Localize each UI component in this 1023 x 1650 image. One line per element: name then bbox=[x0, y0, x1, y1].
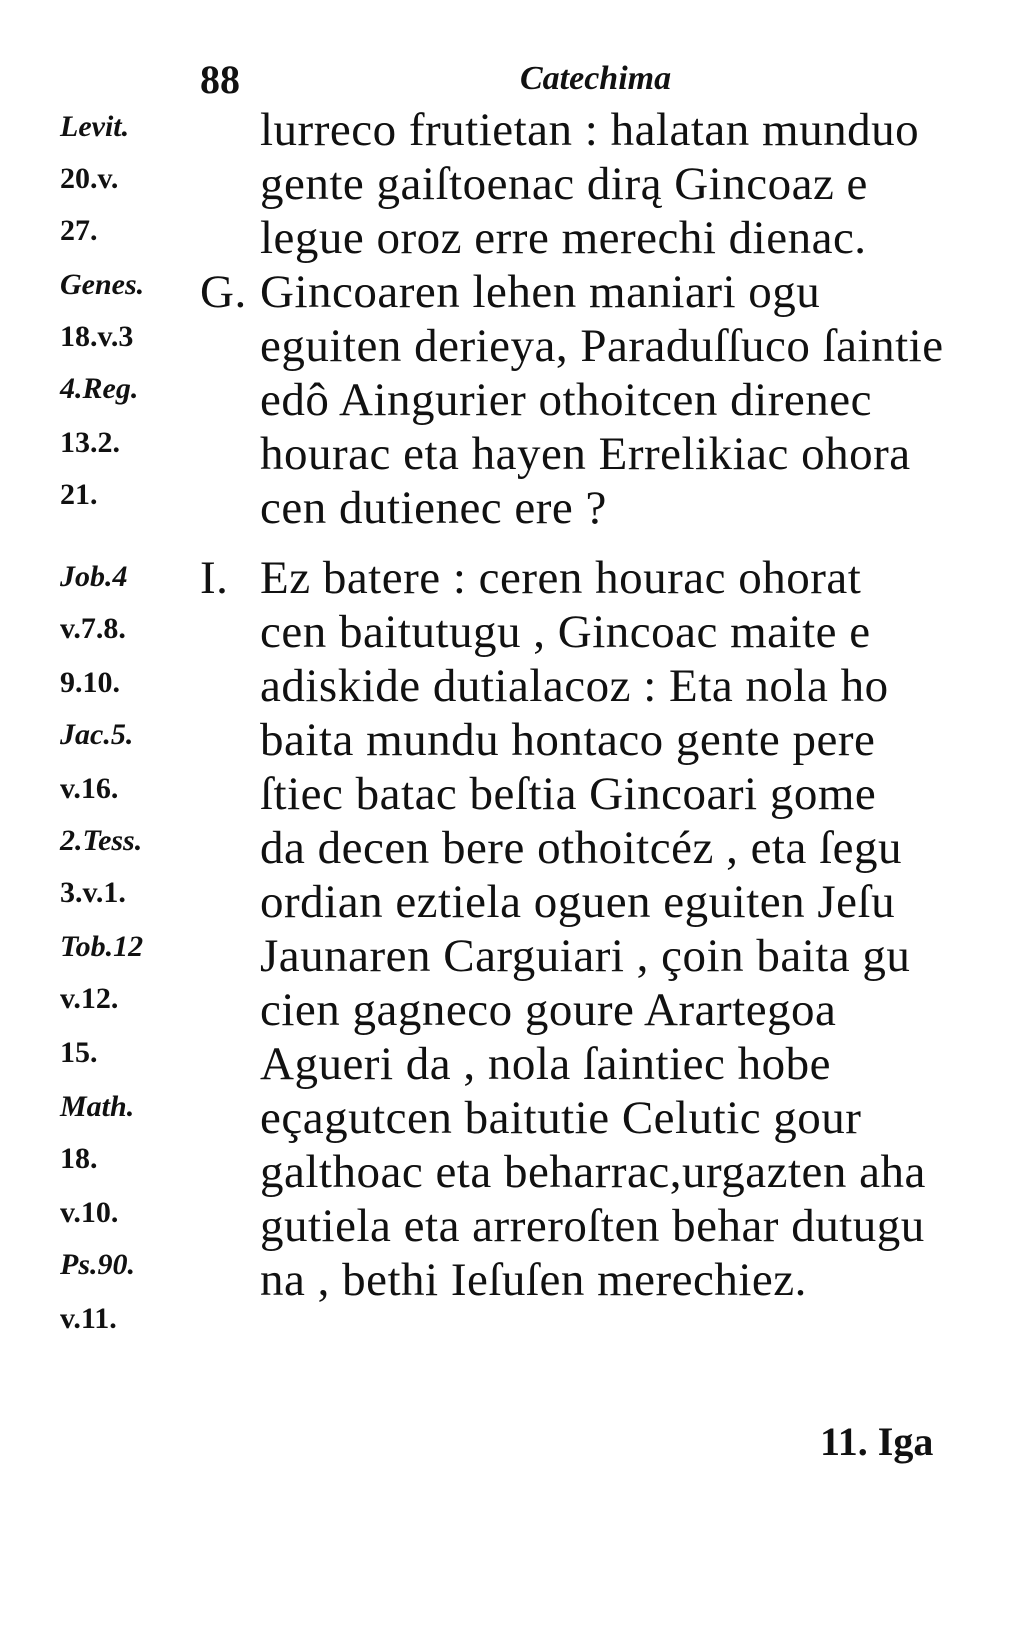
margin-note: 18.v.3 bbox=[60, 320, 134, 353]
question-first-line bbox=[200, 266, 820, 318]
running-head: Catechima bbox=[520, 60, 672, 97]
text-line: galthoac eta beharrac,urgazten aha bbox=[260, 1146, 926, 1198]
text-line: legue oroz erre merechi dienac. bbox=[260, 212, 867, 264]
text-line: lurreco frutietan : halatan munduo bbox=[260, 104, 920, 156]
margin-note: v.11. bbox=[60, 1302, 117, 1335]
margin-note: 3.v.1. bbox=[60, 876, 126, 909]
answer-marker: I. bbox=[200, 552, 229, 604]
text-line: edô Aingurier othoitcen direnec bbox=[260, 374, 872, 426]
margin-note: 27. bbox=[60, 214, 98, 247]
text-line: adiskide dutialacoz : Eta nola ho bbox=[260, 660, 889, 712]
margin-note: 13.2. bbox=[60, 426, 120, 459]
text-line: da decen bere othoitcéz , eta ſegu bbox=[260, 822, 903, 874]
text-line: Gincoaren lehen maniari ogu bbox=[260, 266, 821, 318]
text-line: na , bethi Ieſuſen merechiez. bbox=[260, 1254, 807, 1306]
text-line: eçagutcen baitutie Celutic gour bbox=[260, 1092, 862, 1144]
text-line: Agueri da , nola ſaintiec hobe bbox=[260, 1038, 831, 1090]
margin-note: Job.4 bbox=[60, 560, 128, 593]
answer-first-line bbox=[200, 552, 861, 604]
text-line: ſtiec batac beſtia Gincoari gome bbox=[260, 768, 877, 820]
body-text bbox=[200, 0, 960, 1650]
catchword: 11. Iga bbox=[820, 1419, 934, 1464]
margin-note: Jac.5. bbox=[60, 718, 134, 751]
margin-note: Levit. bbox=[60, 110, 130, 143]
text-line: gente gaiſtoenac dirą Gincoaz e bbox=[260, 158, 868, 210]
text-line: Ez batere : ceren hourac ohorat bbox=[260, 552, 862, 604]
question-marker: G. bbox=[200, 266, 247, 318]
text-line: baita mundu hontaco gente pere bbox=[260, 714, 876, 766]
margin-note: 4.Reg. bbox=[60, 372, 139, 405]
margin-note: 15. bbox=[60, 1036, 98, 1069]
margin-note: 9.10. bbox=[60, 666, 120, 699]
text-line: cien gagneco goure Arartegoa bbox=[260, 984, 837, 1036]
text-line: cen baitutugu , Gincoac maite e bbox=[260, 606, 871, 658]
margin-note: v.7.8. bbox=[60, 612, 126, 645]
page-number: 88 bbox=[200, 57, 240, 102]
margin-note: 21. bbox=[60, 478, 98, 511]
text-line: eguiten derieya, Paraduſſuco ſaintie bbox=[260, 320, 944, 372]
text-line: gutiela eta arreroſten behar dutugu bbox=[260, 1200, 925, 1252]
margin-note: v.10. bbox=[60, 1196, 119, 1229]
margin-note: Genes. bbox=[60, 268, 145, 301]
text-line: ordian eztiela oguen eguiten Jeſu bbox=[260, 876, 896, 928]
margin-note: Ps.90. bbox=[60, 1248, 135, 1281]
margin-note: 18. bbox=[60, 1142, 98, 1175]
text-line: Jaunaren Carguiari , çoin baita gu bbox=[260, 930, 911, 982]
text-line: cen dutienec ere ? bbox=[260, 482, 607, 534]
margin-note: v.12. bbox=[60, 982, 119, 1015]
margin-note: 2.Tess. bbox=[60, 824, 143, 857]
margin-note: 20.v. bbox=[60, 162, 119, 195]
margin-note: Math. bbox=[60, 1090, 135, 1123]
margin-note: v.16. bbox=[60, 772, 119, 805]
margin-note: Tob.12 bbox=[60, 930, 144, 963]
text-line: hourac eta hayen Errelikiac ohora bbox=[260, 428, 911, 480]
margin-column bbox=[60, 0, 210, 1650]
